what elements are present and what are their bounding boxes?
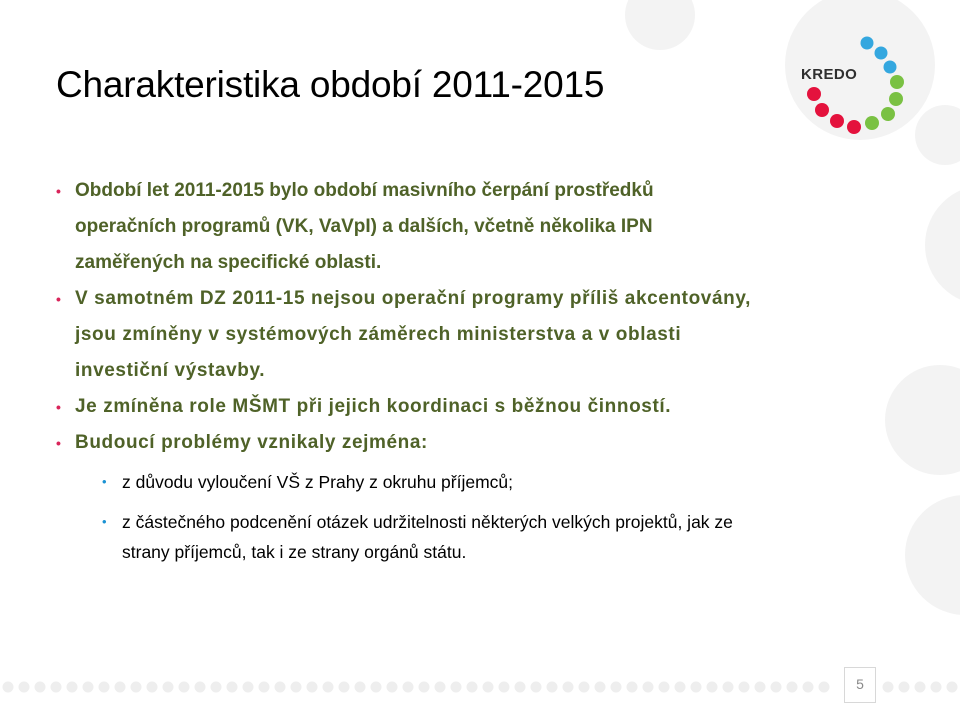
strip-dot [371,682,382,693]
logo-dot [847,120,861,134]
strip-dot [467,682,478,693]
page-number-box [844,667,876,703]
strip-dot [563,682,574,693]
logo-dot [881,107,895,121]
strip-dot [515,682,526,693]
strip-dot [83,682,94,693]
strip-dot [899,682,910,693]
strip-dot [419,682,430,693]
logo-dot [875,47,888,60]
strip-dot [579,682,590,693]
bullet-line: Období let 2011-2015 bylo období masivního čerpání prostředků [75,180,654,201]
sub-bullet-item [102,507,916,567]
strip-dot [147,682,158,693]
strip-dot [67,682,78,693]
bullet-item [56,389,916,425]
strip-dot [291,682,302,693]
strip-dot [307,682,318,693]
bullet-item [56,173,916,281]
logo-dot [830,114,844,128]
strip-dot [707,682,718,693]
bullet-line: zaměřených na specifické oblasti. [75,252,382,273]
slide-title: Charakteristika období 2011-2015 [56,64,605,105]
logo-dot [815,103,829,117]
strip-dot [611,682,622,693]
strip-dot [131,682,142,693]
sub-bullet-marker: • [102,474,107,489]
strip-dot [675,682,686,693]
kredo-logo [782,20,922,150]
strip-dot [355,682,366,693]
strip-dot [483,682,494,693]
strip-dot [531,682,542,693]
strip-dot [435,682,446,693]
strip-dot [211,682,222,693]
page-number: 5 [856,676,864,692]
strip-dot [3,682,14,693]
strip-dot [659,682,670,693]
bullet-line: V samotném DZ 2011-15 nejsou operační programy příliš akcentovány, [75,288,751,309]
bullet-marker: • [56,183,61,199]
strip-dot [947,682,958,693]
strip-dot [195,682,206,693]
sub-bullet-line: z částečného podcenění otázek udržitelnosti některých velkých projektů, jak ze [122,512,733,532]
bullet-item [56,425,916,461]
strip-dot [819,682,830,693]
logo-dot [890,75,904,89]
bullet-line: Budoucí problémy vznikaly zejména: [75,432,428,453]
bullet-marker: • [56,435,62,451]
logo-dot [884,61,897,74]
sub-bullet-line: z důvodu vyloučení VŠ z Prahy z okruhu příjemců; [122,472,514,492]
strip-dot [19,682,30,693]
strip-dot [323,682,334,693]
strip-dot [803,682,814,693]
logo-dot [861,37,874,50]
strip-dot [99,682,110,693]
logo-dot [889,92,903,106]
sub-bullet-item [102,467,916,497]
strip-dot [403,682,414,693]
strip-dot [771,682,782,693]
strip-dot [931,682,942,693]
strip-dot [643,682,654,693]
strip-dot [115,682,126,693]
strip-dot [179,682,190,693]
strip-dot [595,682,606,693]
strip-dot [787,682,798,693]
strip-dot [723,682,734,693]
strip-dot [691,682,702,693]
strip-dot [243,682,254,693]
background-circle [925,185,960,305]
sub-bullet-marker: • [102,514,107,529]
strip-dot [227,682,238,693]
bullet-marker: • [56,291,62,307]
strip-dot [51,682,62,693]
bullet-line: investiční výstavby. [75,360,266,381]
strip-dot [739,682,750,693]
strip-dot [339,682,350,693]
strip-dot [35,682,46,693]
bullet-line: Je zmíněna role MŠMT při jejich koordinaci s běžnou činností. [75,396,672,417]
sub-bullet-line: strany příjemců, tak i ze strany orgánů státu. [122,542,467,562]
bullet-line: operačních programů (VK, VaVpI) a dalších, včetně několika IPN [75,216,653,237]
strip-dot [259,682,270,693]
strip-dot [275,682,286,693]
strip-dot [547,682,558,693]
decorative-dot-strip [0,680,960,694]
strip-dot [883,682,894,693]
logo-dot [865,116,879,130]
bullet-line: jsou zmíněny v systémových záměrech ministerstva a v oblasti [75,324,682,345]
strip-dot [163,682,174,693]
strip-dot [451,682,462,693]
strip-dot [755,682,766,693]
bullet-list [56,173,916,567]
strip-dot [387,682,398,693]
bullet-marker: • [56,399,62,415]
strip-dot [915,682,926,693]
logo-dot [807,87,821,101]
strip-dot [627,682,638,693]
background-circle [625,0,695,50]
strip-dot [499,682,510,693]
bullet-item [56,281,916,389]
logo-wordmark: KREDO [801,66,858,83]
